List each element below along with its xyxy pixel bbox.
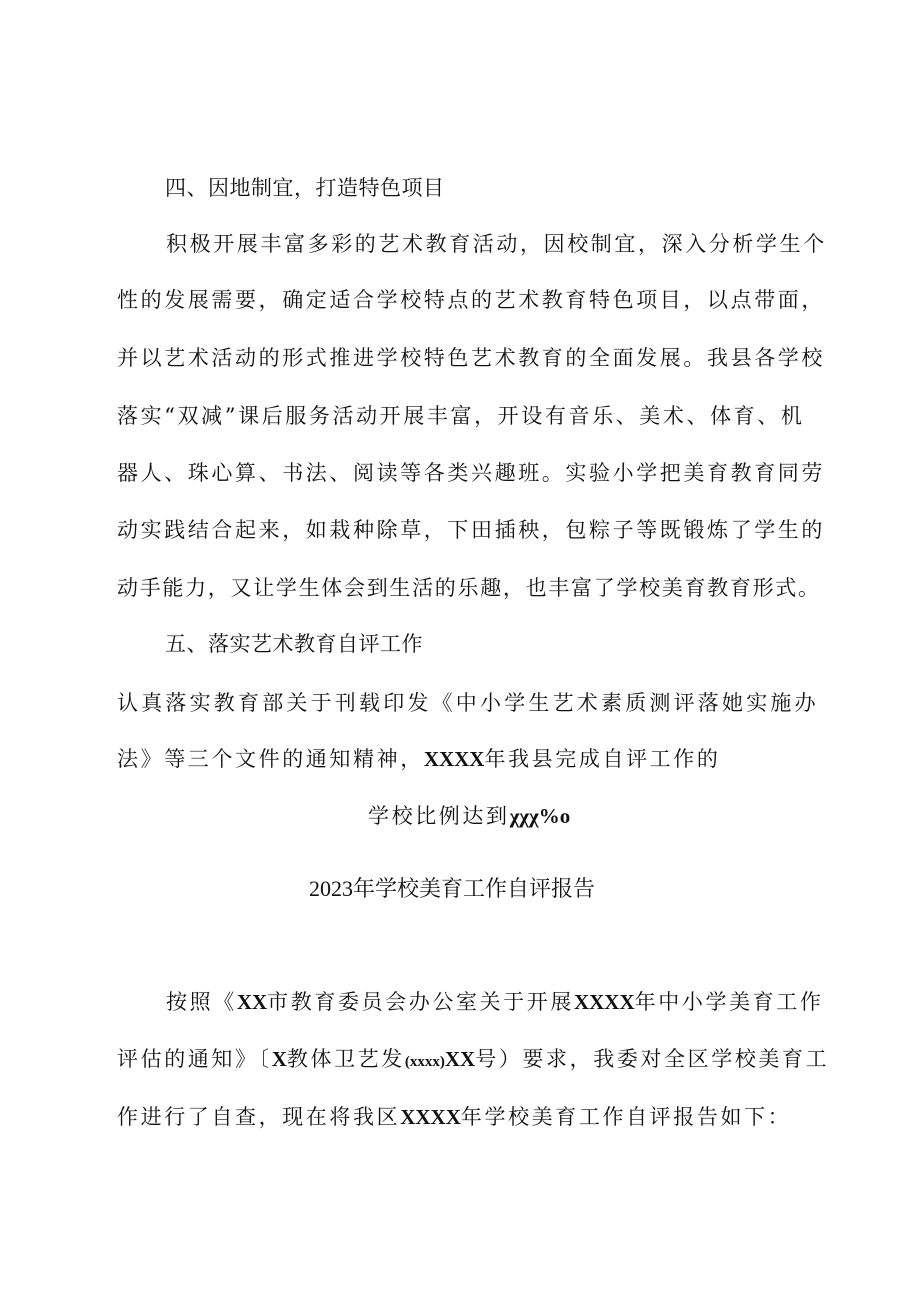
section-4-paragraph-line: 并以艺术活动的形式推进学校特色艺术教育的全面发展。我县各学校 [117, 346, 825, 370]
section-4-paragraph-line: 落实“双减”课后服务活动开展丰富，开设有音乐、美术、体育、机 [117, 404, 805, 428]
section-5-heading: 五、落实艺术教育自评工作 [165, 632, 423, 656]
report-title-text: 年学校美育工作自评报告 [353, 877, 596, 902]
report-paragraph-line [166, 988, 823, 1016]
placeholder: XX [444, 1047, 476, 1071]
section-5-text: 法》等三个文件的通知精神， [117, 747, 424, 771]
section-4-paragraph-line: 积极开展丰富多彩的艺术教育活动，因校制宜，深入分析学生个 [166, 232, 827, 256]
placeholder: X [271, 1047, 287, 1071]
section-4-paragraph-line: 性的发展需要，确定适合学校特点的艺术教育特色项目，以点带面， [117, 288, 825, 312]
report-text: 号）要求，我委对全区学校美育工 [475, 1047, 830, 1071]
section-5-line [117, 745, 720, 773]
report-text: 评估的通知》〔 [117, 1047, 272, 1071]
section-5-text: 年我县完成自评工作的 [484, 747, 721, 771]
report-text: 市教育委员会办公室关于开展 [267, 990, 574, 1014]
city-placeholder: XX [236, 990, 268, 1014]
section-4-paragraph-line: 器人、珠心算、书法、阅读等各类兴趣班。实验小学把美育教育同劳 [117, 461, 825, 485]
report-title-year: 2023 [309, 876, 353, 901]
report-paragraph-line [117, 1103, 791, 1131]
report-text: 年学校美育工作自评报告如下： [460, 1105, 792, 1129]
section-4-heading: 四、因地制宜，打造特色项目 [165, 176, 445, 200]
percentage-placeholder: χχχ%o [509, 804, 571, 828]
report-text: 年中小学美育工作 [634, 990, 824, 1014]
report-text: 教体卫艺发 [286, 1047, 405, 1071]
section-5-text: 学校比例达到 [368, 804, 510, 828]
report-paragraph-line [117, 1045, 829, 1076]
report-text: 按照《 [166, 990, 237, 1014]
section-5-line [368, 802, 570, 830]
placeholder: (xxxx) [404, 1054, 445, 1070]
year-placeholder: XXXX [423, 747, 485, 771]
section-4-paragraph-line: 动手能力，又让学生体会到生活的乐趣，也丰富了学校美育教育形式。 [117, 576, 821, 600]
report-text: 作进行了自查，现在将我区 [117, 1105, 401, 1129]
section-5-line: 认真落实教育部关于刊载印发《中小学生艺术素质测评落她实施办 [117, 691, 819, 715]
year-placeholder: XXXX [573, 990, 635, 1014]
year-placeholder: XXXX [400, 1105, 461, 1129]
section-4-paragraph-line: 动实践结合起来，如栽种除草，下田插秧，包粽子等既锻炼了学生的 [117, 518, 825, 542]
report-title [309, 875, 595, 904]
